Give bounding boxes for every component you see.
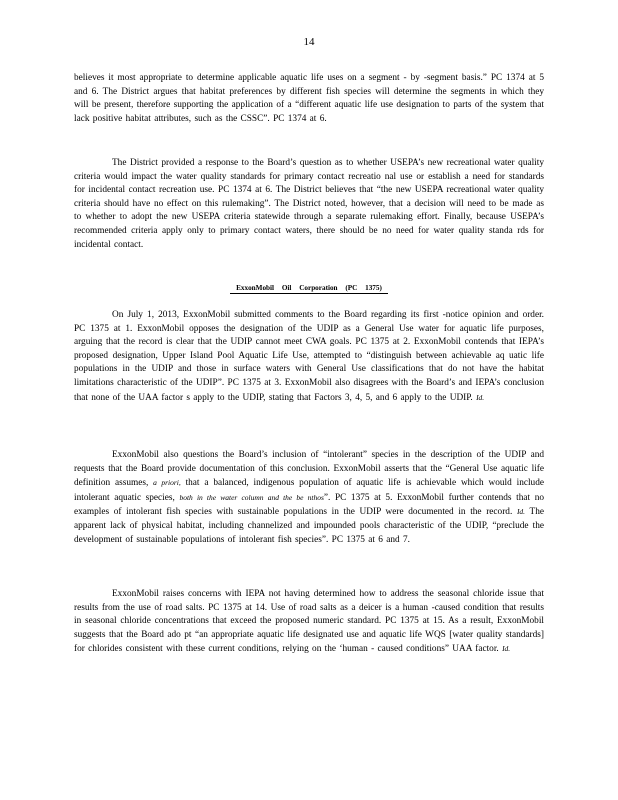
paragraph-4-cite: Id.: [516, 507, 526, 517]
paragraph-4-italic-a: a priori,: [153, 478, 181, 488]
paragraph-5-text: [74, 588, 544, 657]
paragraph-4-body-c: ”. PC 1375 at 5. ExxonMobil further contends that no examples of intolerant fish species with sustainable populations in the UDIP were documented in the record.: [74, 492, 544, 518]
paragraph-5-cite: Id.: [502, 644, 511, 654]
paragraph-4-italic-b: both in the water column and the be nthos: [179, 492, 324, 502]
paragraph-3: [74, 309, 544, 405]
paragraph-4-body-b: that a balanced, indigenous population of aquatic life is achievable which would include intolerant aquatic species,: [74, 478, 544, 503]
paragraph-3-body: On July 1, 2013, ExxonMobil submitted comments to the Board regarding its first -notice opinion and order. PC 1375 at 1. ExxonMobil opposes the designation of the UDIP as a General Use water for aquatic life purposes, arguing that the record is clear that the UDIP cannot meet CWA goals. PC 1375 at 2. ExxonMobil contends that IEPA’s proposed designation, Upper Island Pool Aquatic Life Use, attempted to “distinguish between achievable aq uatic life populations in the UDIP and those in surface waters with General Use classifications that do not have the habitat limitations characteristic of the UDIP”. PC 1375 at 3. ExxonMobil also disagrees with the Board’s and IEPA’s conclusion that none of the UAA factor s apply to the UDIP, stating that Factors 3, 4, 5, and 6 apply to the UDIP.: [74, 310, 544, 403]
paragraph-3-text: [74, 309, 544, 405]
section-heading: [0, 284, 618, 292]
paragraph-3-cite: Id.: [476, 392, 485, 402]
paragraph-2: [74, 157, 544, 252]
paragraph-4-text: [74, 449, 544, 547]
paragraph-2-text: The District provided a response to the Board’s question as to whether USEPA’s new recreational water quality criteria would impact the water quality standards for primary contact recreatio nal use or establish a need for standards for incidental contact recreation use. PC 1374 at 6. The District believes that “the new USEPA recreational water quality criteria should have no effect on this rulemaking”. The District noted, however, that a decision will need to be made as to whether to adopt the new USEPA criteria statewide through a separate rulemaking effort. Finally, because USEPA’s recommended criteria apply only to primary contact waters, there should be no need for water quality standa rds for incidental contact.: [74, 158, 544, 250]
paragraph-1: [74, 72, 544, 126]
paragraph-4-body-a: ExxonMobil also questions the Board’s inclusion of “intolerant” species in the description of the UDIP and requests that the Board provide documentation of this conclusion. ExxonMobil asserts that the “General Use aquatic life definition assumes,: [74, 450, 544, 489]
paragraph-5: [74, 588, 544, 657]
paragraph-1-text: believes it most appropriate to determine applicable aquatic life uses on a segment - by -segment basis.” PC 1374 at 5 and 6. The District argues that habitat preferences by different fish species will determine the segments in which they will be present, therefore supporting the application of a “different aquatic life use designation to parts of the system that lack positive habitat attributes, such as the CSSC”. PC 1374 at 6.: [74, 73, 544, 124]
section-heading-text: ExxonMobil Oil Corporation (PC 1375): [230, 284, 388, 294]
paragraph-4: [74, 449, 544, 547]
paragraph-5-body: ExxonMobil raises concerns with IEPA not having determined how to address the seasonal chloride issue that results from the use of road salts. PC 1375 at 14. Use of road salts as a deicer is a human -caused condition that results in seasonal chloride concentrations that exceed the proposed numeric standard. PC 1375 at 15. As a result, ExxonMobil suggests that the Board ado pt “an appropriate aquatic life designated use and aquatic life WQS [water quality standards] for chlorides consistent with these current conditions, relying on the ‘human - caused conditions” UAA factor.: [74, 589, 544, 655]
page-number: 14: [303, 36, 315, 48]
paragraph-4-body-d: The apparent lack of physical habitat, including channelized and impounded pools characteristic of the UDIP, “preclude the development of sustainable populations of intolerant fish species”. PC 1375 at 6 and 7.: [74, 507, 545, 545]
